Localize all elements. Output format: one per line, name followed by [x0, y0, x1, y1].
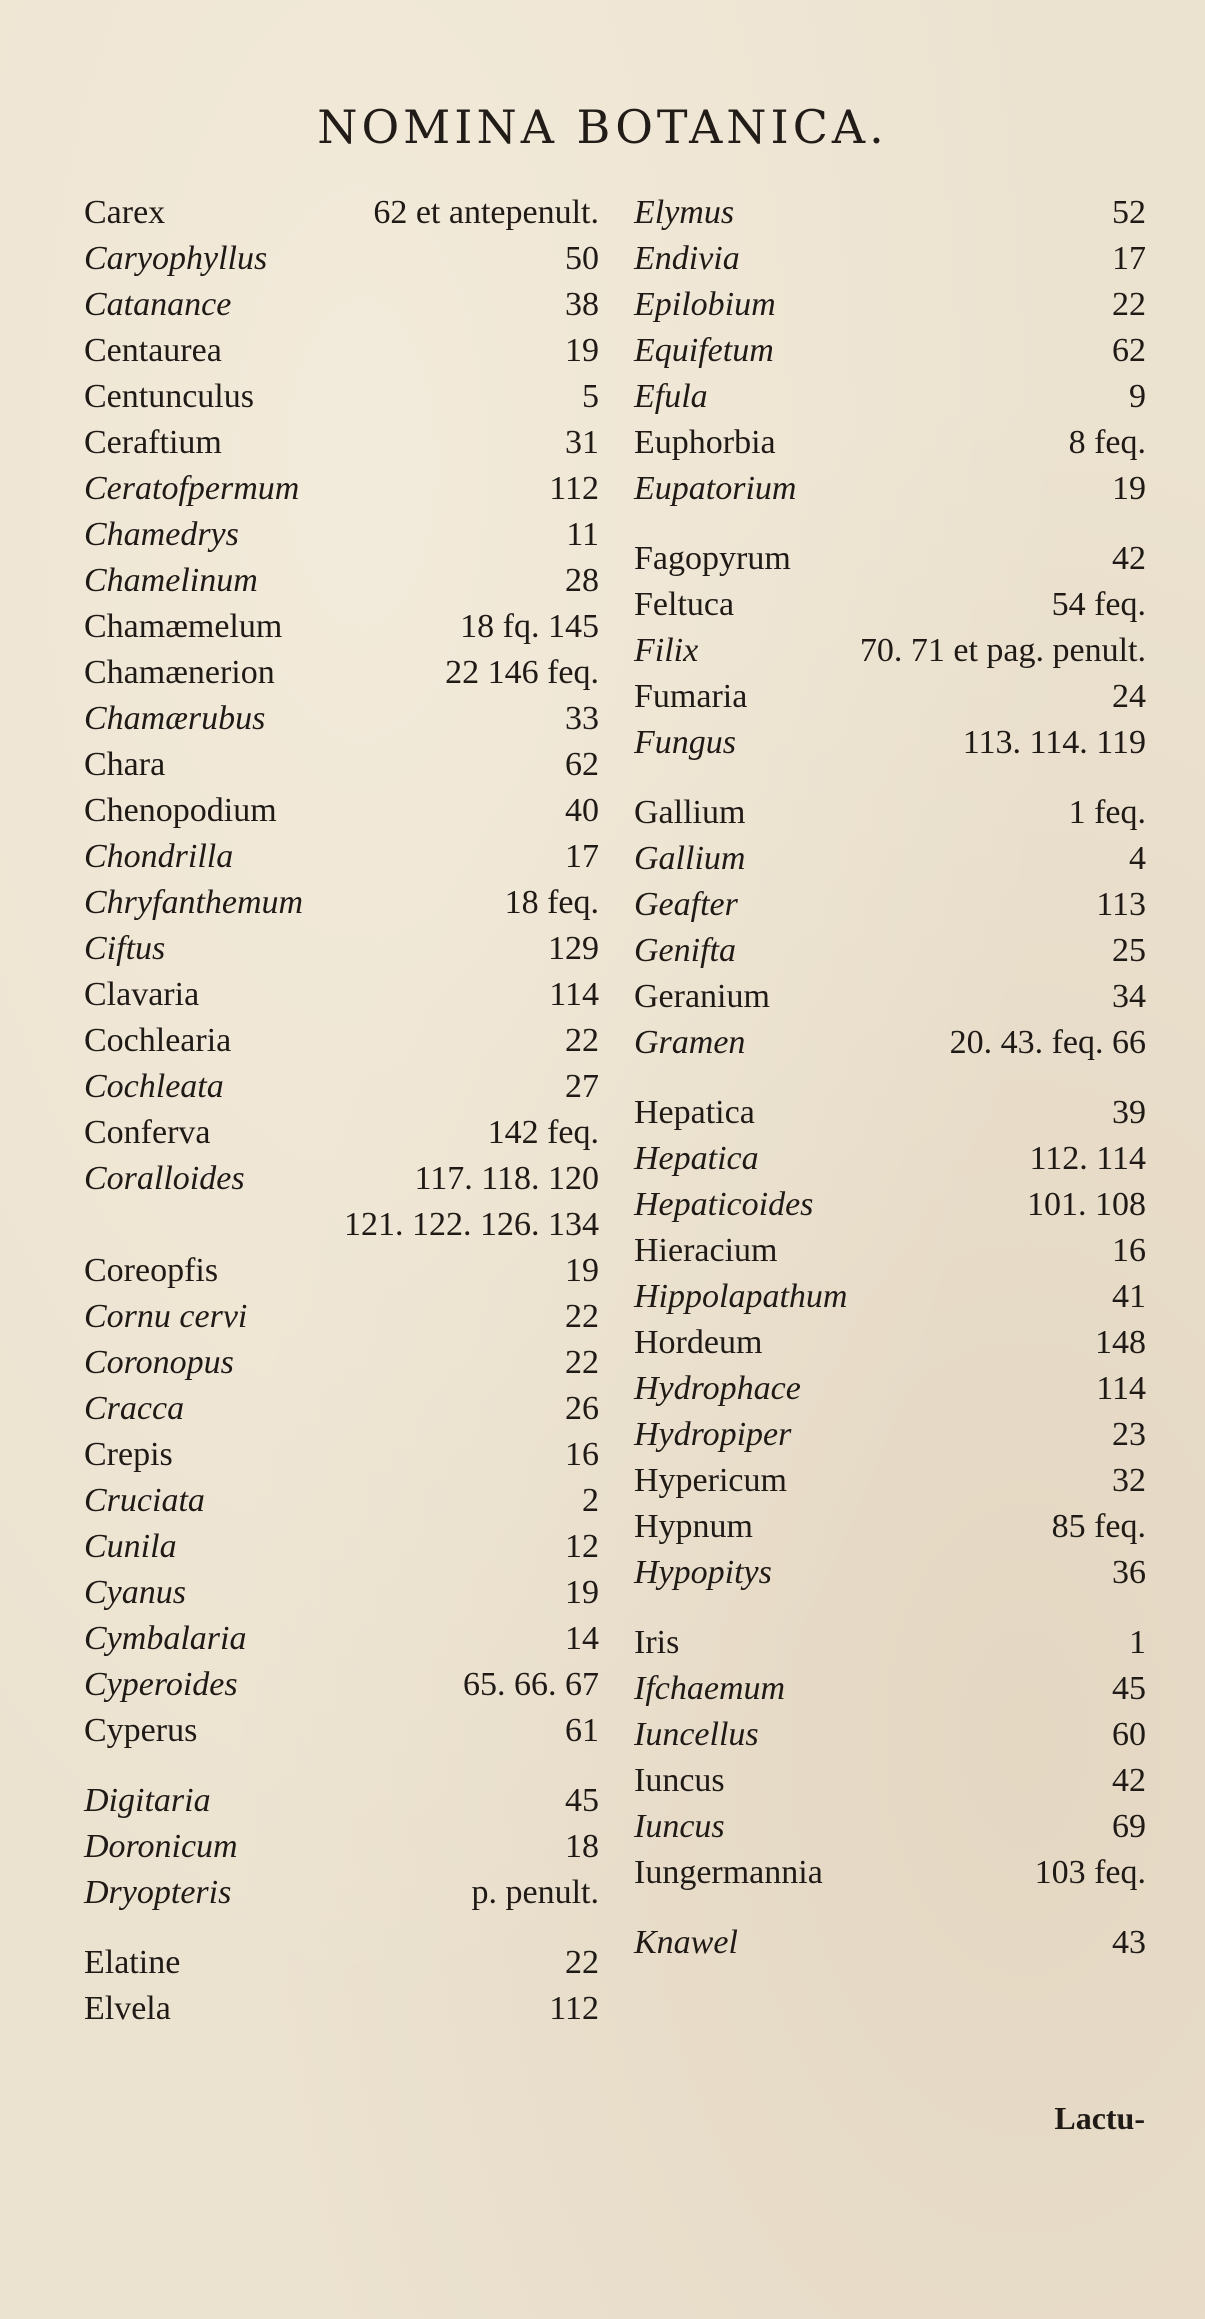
entry-term: Clavaria [84, 976, 200, 1013]
index-entry [84, 1156, 599, 1202]
catchword: Lactu- [1054, 2100, 1145, 2136]
section-gap [634, 1596, 1146, 1620]
section-gap [634, 1066, 1146, 1090]
entry-term: Coreopfis [84, 1252, 219, 1289]
index-entry [634, 190, 1146, 236]
entry-term: Cruciata [84, 1482, 205, 1519]
entry-page-ref: 103 feq. [1034, 1854, 1146, 1891]
index-entry [84, 1248, 599, 1294]
entry-page-ref: 18 feq. [504, 884, 599, 921]
entry-page-ref: 1 feq. [1068, 794, 1146, 831]
index-entry [634, 1090, 1146, 1136]
section-gap [634, 766, 1146, 790]
section-gap [84, 1754, 599, 1778]
entry-term: Hepatica [634, 1140, 759, 1177]
entry-term: Euphorbia [634, 424, 776, 461]
entry-page-ref: 40 [565, 792, 599, 829]
page-title: NOMINA BOTANICA. [317, 100, 888, 154]
index-entry [634, 328, 1146, 374]
entry-term: Hypnum [634, 1508, 753, 1545]
index-entry [634, 536, 1146, 582]
index-entry [634, 1020, 1146, 1066]
entry-page-ref: 17 [1112, 240, 1146, 277]
entry-page-ref: 38 [565, 286, 599, 323]
entry-term: Doronicum [84, 1828, 238, 1865]
entry-term: Hypericum [634, 1462, 787, 1499]
entry-page-ref: 17 [565, 838, 599, 875]
index-entry [634, 974, 1146, 1020]
entry-page-ref: 8 feq. [1068, 424, 1146, 461]
index-entry [84, 880, 599, 926]
entry-page-ref: 27 [565, 1068, 599, 1105]
entry-term: Dryopteris [84, 1874, 232, 1911]
entry-term: Equifetum [634, 332, 774, 369]
entry-term: Iuncellus [634, 1716, 759, 1753]
entry-page-ref: 45 [565, 1782, 599, 1819]
entry-term: Efula [634, 378, 708, 415]
entry-page-ref: 22 [565, 1022, 599, 1059]
entry-term: Centaurea [84, 332, 222, 369]
entry-term: Hippolapathum [634, 1278, 848, 1315]
entry-page-ref: 52 [1112, 194, 1146, 231]
entry-page-ref: 113 [1096, 886, 1146, 923]
entry-term: Chamedrys [84, 516, 239, 553]
section-gap [634, 512, 1146, 536]
entry-term: Coronopus [84, 1344, 234, 1381]
entry-term: Fumaria [634, 678, 748, 715]
index-entry [634, 1666, 1146, 1712]
index-entry [84, 1708, 599, 1754]
entry-page-ref: 16 [565, 1436, 599, 1473]
entry-term: Gallium [634, 794, 746, 831]
index-entry [634, 1320, 1146, 1366]
entry-page-ref: 18 fq. 145 [460, 608, 599, 645]
entry-term: Geranium [634, 978, 770, 1015]
index-entry [634, 1458, 1146, 1504]
entry-page-ref: 45 [1112, 1670, 1146, 1707]
index-entry [84, 1616, 599, 1662]
index-entry [84, 1202, 599, 1248]
entry-page-ref: 39 [1112, 1094, 1146, 1131]
entry-page-ref: 33 [565, 700, 599, 737]
entry-page-ref: 16 [1112, 1232, 1146, 1269]
index-entry [634, 1712, 1146, 1758]
entry-page-ref: 22 [565, 1298, 599, 1335]
entry-page-ref: 22 146 feq. [445, 654, 599, 691]
index-entry [634, 1366, 1146, 1412]
entry-term: Geafter [634, 886, 738, 923]
index-entry [84, 466, 599, 512]
entry-term: Gallium [634, 840, 746, 877]
entry-page-ref: 31 [565, 424, 599, 461]
index-entry [634, 882, 1146, 928]
entry-page-ref: 4 [1129, 840, 1146, 877]
index-entry [84, 236, 599, 282]
entry-term: Hepatica [634, 1094, 755, 1131]
entry-term: Caryophyllus [84, 240, 268, 277]
entry-term: Cornu cervi [84, 1298, 248, 1335]
entry-page-ref: 117. 118. 120 [414, 1160, 599, 1197]
entry-page-ref: 26 [565, 1390, 599, 1427]
entry-page-ref: 19 [565, 1574, 599, 1611]
entry-term: Chenopodium [84, 792, 277, 829]
index-entry [84, 1524, 599, 1570]
entry-page-ref: 22 [1112, 286, 1146, 323]
entry-term: Chamelinum [84, 562, 258, 599]
entry-term: Elvela [84, 1990, 171, 2027]
entry-page-ref: 22 [565, 1944, 599, 1981]
index-entry [84, 1986, 599, 2032]
entry-term: Feltuca [634, 586, 735, 623]
index-entry [84, 1018, 599, 1064]
entry-term: Gramen [634, 1024, 746, 1061]
entry-page-ref: 65. 66. 67 [463, 1666, 599, 1703]
entry-page-ref: 42 [1112, 1762, 1146, 1799]
index-entry [634, 1920, 1146, 1966]
index-entry [84, 1386, 599, 1432]
entry-page-ref: 114 [1096, 1370, 1146, 1407]
index-entry [84, 1478, 599, 1524]
entry-term: Ifchaemum [634, 1670, 786, 1707]
entry-page-ref: 23 [1112, 1416, 1146, 1453]
index-entry [634, 466, 1146, 512]
entry-term: Centunculus [84, 378, 254, 415]
entry-page-ref: 142 feq. [487, 1114, 599, 1151]
entry-term: Filix [634, 632, 699, 669]
entry-term: Catanance [84, 286, 232, 323]
entry-page-ref: 43 [1112, 1924, 1146, 1961]
entry-page-ref: 129 [548, 930, 599, 967]
index-entry [634, 674, 1146, 720]
index-entry [634, 836, 1146, 882]
section-gap [84, 1916, 599, 1940]
entry-term: Fagopyrum [634, 540, 791, 577]
entry-page-ref: 148 [1095, 1324, 1146, 1361]
index-entry [634, 582, 1146, 628]
entry-page-ref: 112 [549, 470, 599, 507]
entry-page-ref: 34 [1112, 978, 1146, 1015]
entry-term: Hordeum [634, 1324, 763, 1361]
entry-term: Genifta [634, 932, 736, 969]
entry-term: Hydrophace [634, 1370, 801, 1407]
index-entry [84, 282, 599, 328]
entry-term: Endivia [634, 240, 740, 277]
entry-page-ref: 19 [1112, 470, 1146, 507]
entry-page-ref: 101. 108 [1027, 1186, 1146, 1223]
entry-page-ref: 22 [565, 1344, 599, 1381]
entry-term: Chamærubus [84, 700, 266, 737]
index-entry [84, 328, 599, 374]
entry-term: Cyanus [84, 1574, 186, 1611]
entry-page-ref: 9 [1129, 378, 1146, 415]
entry-page-ref: 112 [549, 1990, 599, 2027]
entry-page-ref: 50 [565, 240, 599, 277]
entry-term: Cochlearia [84, 1022, 232, 1059]
index-entry [84, 1870, 599, 1916]
entry-term: Elatine [84, 1944, 181, 1981]
index-entry [634, 790, 1146, 836]
index-entry [634, 1274, 1146, 1320]
entry-term: Cyperoides [84, 1666, 238, 1703]
index-entry [84, 1294, 599, 1340]
entry-page-ref: 20. 43. feq. 66 [949, 1024, 1146, 1061]
entry-page-ref: 11 [566, 516, 599, 553]
index-entry [84, 1570, 599, 1616]
index-entry [634, 1550, 1146, 1596]
index-entry [84, 972, 599, 1018]
index-entry [84, 420, 599, 466]
entry-term: Digitaria [84, 1782, 211, 1819]
entry-term: Hepaticoides [634, 1186, 814, 1223]
entry-term: Ciftus [84, 930, 166, 967]
entry-page-ref: 112. 114 [1029, 1140, 1146, 1177]
entry-page-ref: 121. 122. 126. 134 [344, 1206, 599, 1243]
index-entry [84, 374, 599, 420]
entry-term: Conferva [84, 1114, 211, 1151]
entry-page-ref: 85 feq. [1051, 1508, 1146, 1545]
index-entry [84, 926, 599, 972]
index-entry [84, 1778, 599, 1824]
entry-page-ref: 54 feq. [1051, 586, 1146, 623]
entry-page-ref: 24 [1112, 678, 1146, 715]
entry-term: Epilobium [634, 286, 776, 323]
index-entry [634, 628, 1146, 674]
entry-term: Chamæmelum [84, 608, 283, 645]
entry-page-ref: 5 [582, 378, 599, 415]
index-entry [84, 1432, 599, 1478]
entry-term: Eupatorium [634, 470, 797, 507]
entry-term: Knawel [634, 1924, 738, 1961]
entry-page-ref: 12 [565, 1528, 599, 1565]
index-column-left [84, 190, 599, 2032]
entry-term: Coralloides [84, 1160, 245, 1197]
entry-term: Chryfanthemum [84, 884, 304, 921]
entry-term: Iuncus [634, 1762, 725, 1799]
entry-term: Cracca [84, 1390, 185, 1427]
entry-term: Fungus [634, 724, 736, 761]
index-entry [634, 236, 1146, 282]
index-entry [634, 1228, 1146, 1274]
index-entry [84, 1824, 599, 1870]
index-entry [634, 420, 1146, 466]
index-entry [84, 1064, 599, 1110]
entry-page-ref: p. penult. [471, 1874, 599, 1911]
entry-term: Cochleata [84, 1068, 224, 1105]
entry-page-ref: 18 [565, 1828, 599, 1865]
index-entry [84, 190, 599, 236]
entry-term: Carex [84, 194, 166, 231]
entry-page-ref: 32 [1112, 1462, 1146, 1499]
entry-page-ref: 113. 114. 119 [962, 724, 1146, 761]
entry-page-ref: 36 [1112, 1554, 1146, 1591]
index-entry [634, 1182, 1146, 1228]
entry-term: Cyperus [84, 1712, 198, 1749]
index-entry [84, 558, 599, 604]
entry-term: Chamænerion [84, 654, 275, 691]
entry-term: Hydropiper [634, 1416, 792, 1453]
index-entry [634, 1412, 1146, 1458]
entry-page-ref: 2 [582, 1482, 599, 1519]
index-entry [634, 1804, 1146, 1850]
entry-term: Iris [634, 1624, 680, 1661]
index-column-right [634, 190, 1146, 1966]
entry-page-ref: 19 [565, 1252, 599, 1289]
entry-term: Cymbalaria [84, 1620, 247, 1657]
entry-page-ref: 62 [1112, 332, 1146, 369]
index-entry [634, 1850, 1146, 1896]
entry-page-ref: 14 [565, 1620, 599, 1657]
index-entry [634, 1620, 1146, 1666]
entry-page-ref: 42 [1112, 540, 1146, 577]
index-entry [84, 788, 599, 834]
index-entry [84, 696, 599, 742]
index-entry [84, 604, 599, 650]
entry-term: Hieracium [634, 1232, 778, 1269]
index-entry [634, 720, 1146, 766]
index-entry [84, 1110, 599, 1156]
index-entry [634, 1136, 1146, 1182]
section-gap [634, 1896, 1146, 1920]
index-entry [84, 1340, 599, 1386]
index-entry [634, 1504, 1146, 1550]
index-entry [634, 282, 1146, 328]
index-entry [84, 1940, 599, 1986]
index-entry [84, 512, 599, 558]
entry-page-ref: 19 [565, 332, 599, 369]
entry-page-ref: 61 [565, 1712, 599, 1749]
entry-term: Cunila [84, 1528, 177, 1565]
entry-page-ref: 1 [1129, 1624, 1146, 1661]
entry-term: Iuncus [634, 1808, 725, 1845]
index-entry [84, 650, 599, 696]
entry-page-ref: 28 [565, 562, 599, 599]
entry-term: Hypopitys [634, 1554, 772, 1591]
index-entry [634, 1758, 1146, 1804]
entry-term: Elymus [634, 194, 735, 231]
entry-term: Iungermannia [634, 1854, 823, 1891]
entry-page-ref: 60 [1112, 1716, 1146, 1753]
entry-page-ref: 62 et antepenult. [373, 194, 599, 231]
entry-page-ref: 62 [565, 746, 599, 783]
entry-page-ref: 70. 71 et pag. penult. [859, 632, 1146, 669]
index-entry [84, 834, 599, 880]
entry-term: Chara [84, 746, 166, 783]
entry-page-ref: 25 [1112, 932, 1146, 969]
index-entry [84, 1662, 599, 1708]
entry-page-ref: 69 [1112, 1808, 1146, 1845]
entry-page-ref: 41 [1112, 1278, 1146, 1315]
entry-term: Crepis [84, 1436, 173, 1473]
index-entry [634, 928, 1146, 974]
entry-term: Ceraftium [84, 424, 222, 461]
index-entry [634, 374, 1146, 420]
entry-page-ref: 114 [549, 976, 599, 1013]
index-entry [84, 742, 599, 788]
entry-term: Ceratofpermum [84, 470, 300, 507]
entry-term: Chondrilla [84, 838, 234, 875]
